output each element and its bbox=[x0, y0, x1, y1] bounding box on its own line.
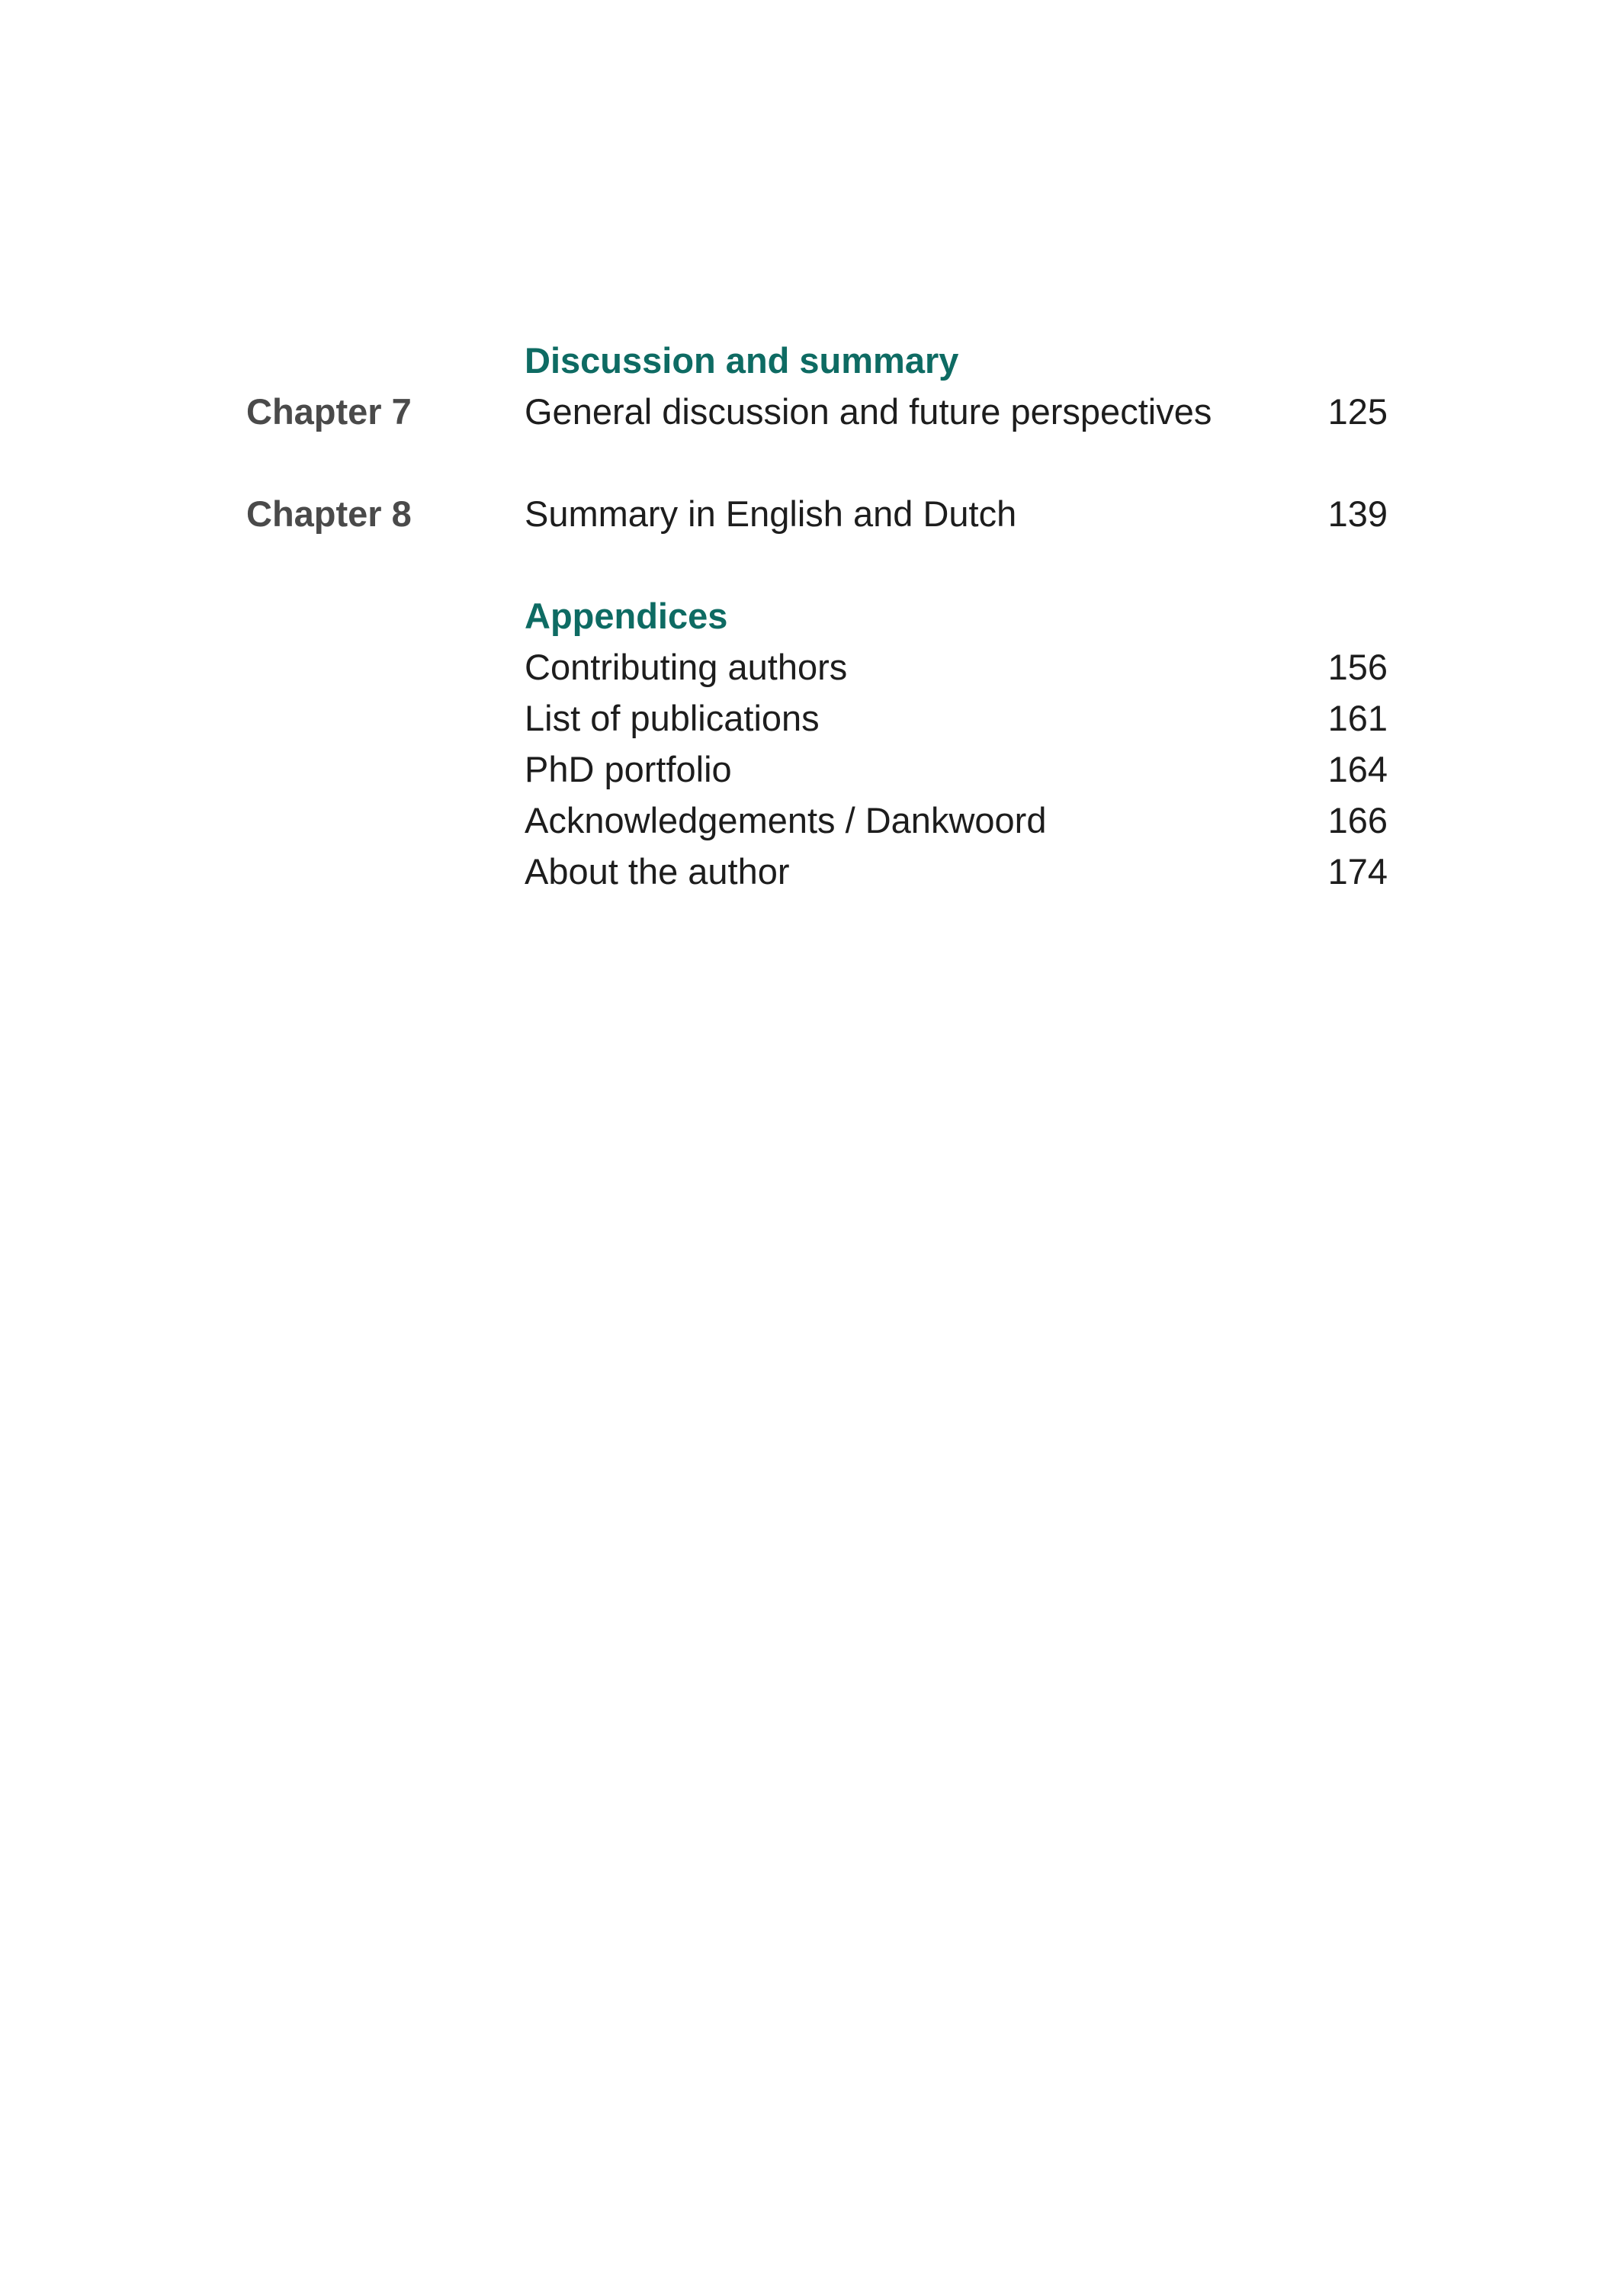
page-number: 125 bbox=[1327, 391, 1388, 432]
toc-entry-appendix[interactable] bbox=[0, 748, 1624, 802]
section-row-appendices bbox=[0, 595, 1624, 648]
section-row-discussion bbox=[0, 339, 1624, 393]
section-heading-discussion: Discussion and summary bbox=[525, 340, 959, 381]
page-number: 174 bbox=[1327, 851, 1388, 892]
chapter-label: Chapter 8 bbox=[246, 493, 412, 534]
page-number: 161 bbox=[1327, 698, 1388, 738]
chapter-label: Chapter 7 bbox=[246, 391, 412, 432]
page-number: 164 bbox=[1327, 749, 1388, 789]
page-number: 166 bbox=[1327, 800, 1388, 840]
toc-entry-chapter-8[interactable] bbox=[0, 493, 1624, 546]
toc-entry-appendix[interactable] bbox=[0, 697, 1624, 750]
entry-title[interactable]: About the author bbox=[525, 851, 790, 892]
entry-title[interactable]: List of publications bbox=[525, 698, 820, 738]
section-heading-appendices: Appendices bbox=[525, 596, 728, 636]
entry-title[interactable]: Contributing authors bbox=[525, 647, 848, 687]
entry-title[interactable]: Acknowledgements / Dankwoord bbox=[525, 800, 1047, 840]
toc-entry-appendix[interactable] bbox=[0, 799, 1624, 853]
page-number: 139 bbox=[1327, 493, 1388, 534]
entry-title[interactable]: General discussion and future perspectives bbox=[525, 391, 1212, 432]
toc-entry-appendix[interactable] bbox=[0, 646, 1624, 699]
entry-title[interactable]: PhD portfolio bbox=[525, 749, 732, 789]
toc-entry-chapter-7[interactable] bbox=[0, 390, 1624, 444]
page-number: 156 bbox=[1327, 647, 1388, 687]
toc-entry-appendix[interactable] bbox=[0, 850, 1624, 904]
entry-title[interactable]: Summary in English and Dutch bbox=[525, 493, 1017, 534]
